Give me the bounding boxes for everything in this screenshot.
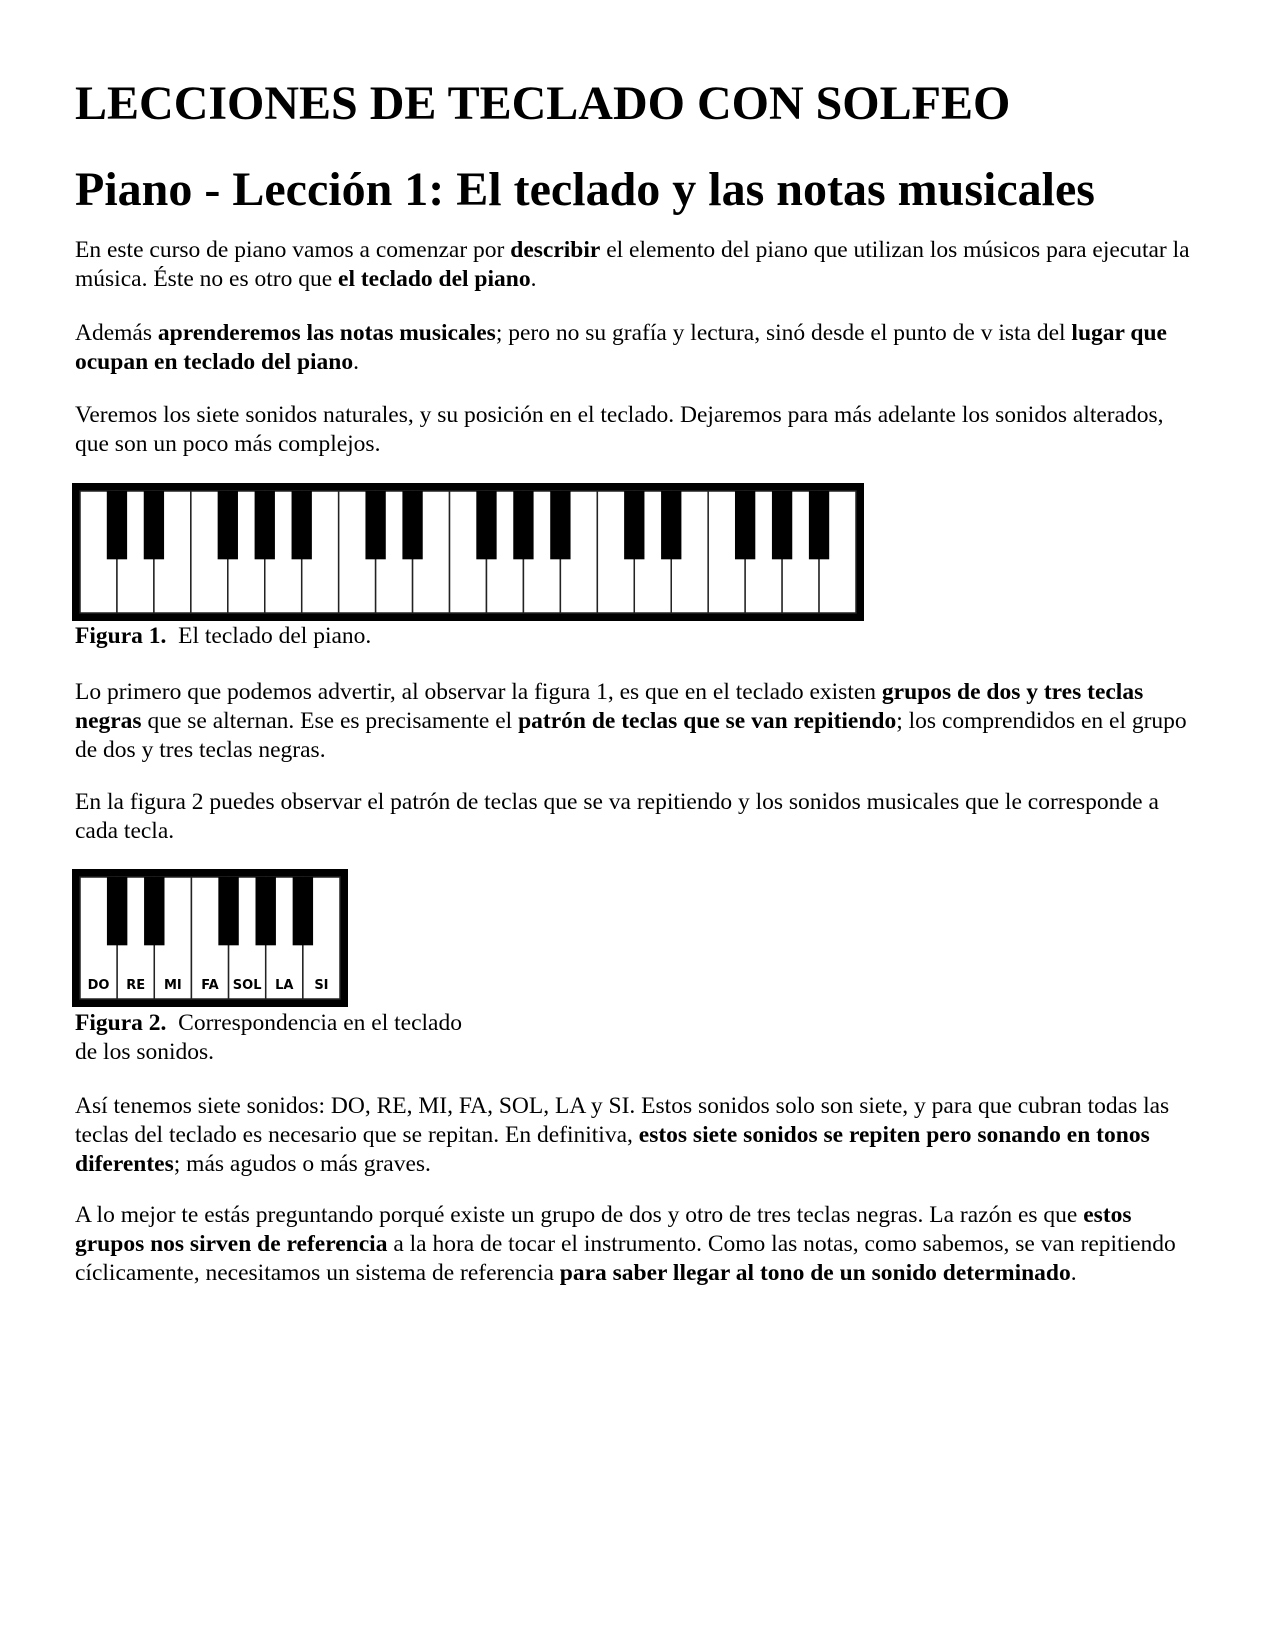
black-key [513, 491, 533, 559]
black-key [107, 491, 127, 559]
black-key [292, 491, 312, 559]
black-key [256, 877, 276, 945]
note-label: SOL [232, 978, 262, 993]
note-label: RE [126, 978, 146, 993]
figure-2-caption: Figura 2. Correspondencia en el teclado de los sonidos. [75, 1010, 462, 1065]
black-key [772, 491, 792, 559]
paragraph-pattern: Lo primero que podemos advertir, al observar la figura 1, es que en el teclado existen grupos de dos y tres teclas negras que se alternan. Ese es precisamente el patrón de teclas que se van repitiendo; los comprendidos en el grupo de dos y tres teclas negras. [75, 679, 1187, 763]
black-key [735, 491, 755, 559]
keyboard-figure-2 [72, 869, 348, 1007]
paragraph-intro: En este curso de piano vamos a comenzar por describir el elemento del piano que utilizan los músicos para ejecutar la música. Éste no es otro que el teclado del piano. [75, 237, 1190, 292]
document-title: LECCIONES DE TECLADO CON SOLFEO [75, 77, 1011, 130]
paragraph-reference: A lo mejor te estás preguntando porqué existe un grupo de dos y otro de tres teclas negras. La razón es que estos grupos nos sirven de referencia a la hora de tocar el instrumento. Como las notas, como sabemos, se van repitiendo cíclicamente, necesitamos un sistema de referencia para saber llegar al tono de un sonido determinado. [75, 1202, 1176, 1286]
black-key [293, 877, 313, 945]
paragraph-natural-sounds: Veremos los siete sonidos naturales, y su posición en el teclado. Dejaremos para más adelante los sonidos alterados, que son un poco más complejos. [75, 402, 1164, 457]
black-key [365, 491, 385, 559]
note-label: MI [163, 978, 182, 993]
paragraph-figure-2-intro: En la figura 2 puedes observar el patrón de teclas que se va repitiendo y los sonidos musicales que le corresponde a cada tecla. [75, 789, 1159, 844]
black-key [144, 491, 164, 559]
black-key [661, 491, 681, 559]
black-key [402, 491, 422, 559]
black-key [550, 491, 570, 559]
paragraph-notes: Además aprenderemos las notas musicales; pero no su grafía y lectura, sinó desde el punto de v ista del lugar que ocupan en teclado del piano. [75, 320, 1167, 375]
labeled-octave-image [72, 869, 348, 1007]
lesson-title: Piano - Lección 1: El teclado y las notas musicales [75, 163, 1095, 216]
note-label: SI [314, 978, 329, 993]
black-key [809, 491, 829, 559]
black-key [218, 491, 238, 559]
keyboard-figure-1 [72, 483, 864, 621]
note-label: LA [275, 978, 294, 993]
black-key [107, 877, 127, 945]
black-key [624, 491, 644, 559]
note-label: DO [87, 978, 110, 993]
note-label: FA [201, 978, 219, 993]
black-key [476, 491, 496, 559]
figure-1-caption: Figura 1. El teclado del piano. [75, 623, 372, 649]
black-key [218, 877, 238, 945]
black-key [255, 491, 275, 559]
black-key [144, 877, 164, 945]
piano-keyboard-image [72, 483, 864, 621]
paragraph-seven-sounds: Así tenemos siete sonidos: DO, RE, MI, FA, SOL, LA y SI. Estos sonidos solo son siete, y para que cubran todas las teclas del teclado es necesario que se repitan. En definitiva, estos siete sonidos se repiten pero sonando en tonos diferentes; más agudos o más graves. [75, 1093, 1170, 1177]
